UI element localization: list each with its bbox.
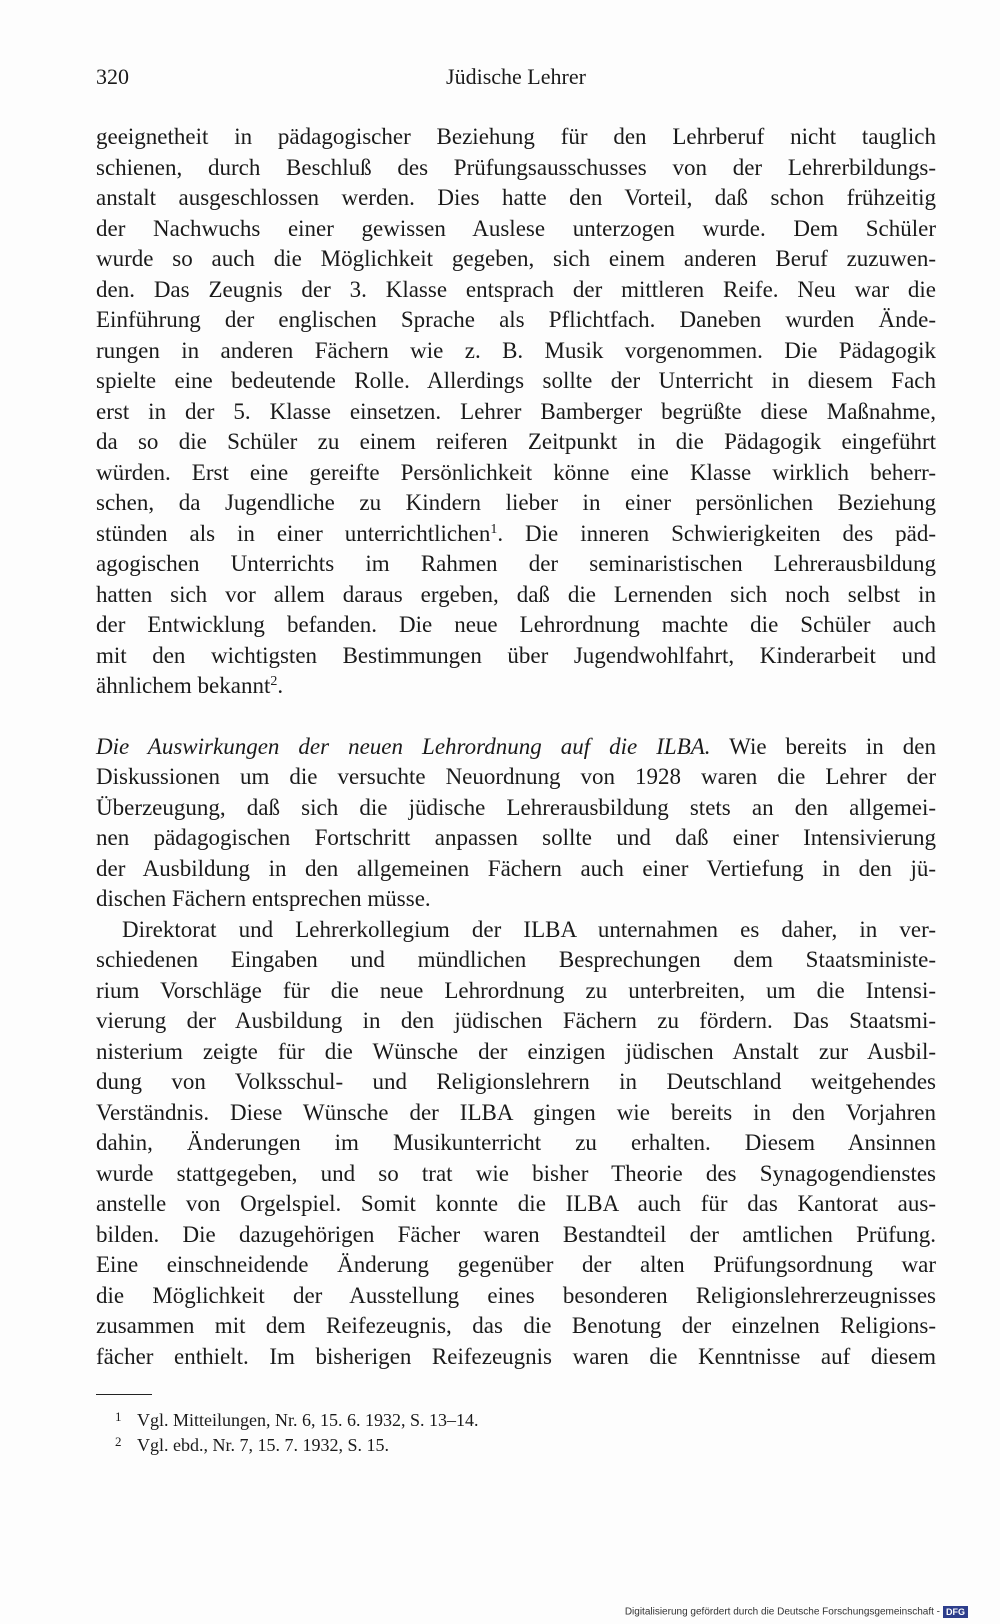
section-heading: Die Auswirkungen der neuen Lehrordnung auf die ILBA. [96, 733, 711, 759]
footnote-ref-2[interactable]: 2 [270, 674, 278, 689]
running-title: Jüdische Lehrer [446, 64, 586, 89]
digitization-credit [625, 1606, 968, 1618]
text-line: Diskussionen um die versuchte Neuordnung von 1928 waren die Lehrer der [96, 764, 936, 789]
text-line: da so die Schüler zu einem reiferen Zeitpunkt in die Pädagogik eingeführt [96, 429, 936, 454]
footnote-2: 2 Vgl. ebd., Nr. 7, 15. 7. 1932, S. 15. [115, 1434, 389, 1455]
text-line: der Nachwuchs einer gewissen Auslese unterzogen wurde. Dem Schüler [96, 215, 936, 241]
text-line: dischen Fächern entsprechen müsse. [96, 886, 431, 911]
footnote-text: Vgl. ebd., Nr. 7, 15. 7. 1932, S. 15. [137, 1435, 389, 1455]
text-line: schen, da Jugendliche zu Kindern lieber in einer persönlichen Beziehung [96, 490, 936, 515]
text-fragment: stünden als in einer unterrichtlichen [96, 520, 491, 546]
text-line: dung von Volksschul- und Religionslehrern in Deutschland weitgehendes [96, 1069, 936, 1094]
text-line: hatten sich vor allem daraus ergeben, daß die Lernenden sich noch selbst in [96, 581, 936, 607]
text-line: bilden. Die dazugehörigen Fächer waren Bestandteil der amtlichen Prüfung. [96, 1221, 936, 1247]
page-header [96, 64, 936, 96]
text-line: Direktorat und Lehrerkollegium der ILBA unternahmen es daher, in ver- [122, 916, 936, 942]
text-line: anstalt ausgeschlossen werden. Dies hatte den Vorteil, daß schon frühzeitig [96, 185, 936, 210]
text-line: agogischen Unterrichts im Rahmen der seminaristischen Lehrerausbildung [96, 551, 936, 576]
text-line: fächer enthielt. Im bisherigen Reifezeugnis waren die Kenntnisse auf diesem [96, 1343, 936, 1369]
text-line: die Möglichkeit der Ausstellung eines besonderen Religionslehrerzeugnisses [96, 1282, 936, 1308]
text-line: wurde stattgegeben, und so trat wie bisher Theorie des Synagogendienstes [96, 1160, 936, 1186]
text-line: würden. Erst eine gereifte Persönlichkeit könne eine Klasse wirklich beherr- [96, 459, 936, 485]
text-line: spielte eine bedeutende Rolle. Allerdings sollte der Unterricht in diesem Fach [96, 368, 936, 393]
dfg-logo: DFG [943, 1606, 968, 1618]
text-line: vierung der Ausbildung in den jüdischen Fächern zu fördern. Das Staatsmi- [96, 1008, 936, 1033]
text-line: nen pädagogischen Fortschritt anpassen sollte und daß einer Intensivierung [96, 825, 936, 850]
text-line: erst in der 5. Klasse einsetzen. Lehrer Bamberger begrüßte diese Maßnahme, [96, 398, 936, 424]
text-line: geeignetheit in pädagogischer Beziehung für den Lehrberuf nicht tauglich [96, 124, 936, 149]
text-line: zusammen mit dem Reifezeugnis, das die Benotung der einzelnen Religions- [96, 1313, 936, 1338]
footnote-1: 1 Vgl. Mitteilungen, Nr. 6, 15. 6. 1932, S. 13–14. [115, 1409, 479, 1430]
text-line [96, 519, 936, 550]
text-line: der Ausbildung in den allgemeinen Fächern auch einer Vertiefung in den jü- [96, 855, 936, 881]
body-text [96, 122, 936, 1372]
text-line [96, 732, 936, 763]
text-fragment: Wie bereits in den [710, 733, 936, 759]
text-line: mit den wichtigsten Bestimmungen über Jugendwohlfahrt, Kinderarbeit und [96, 642, 936, 668]
text-line: Überzeugung, daß sich die jüdische Lehrerausbildung stets an den allgemei- [96, 794, 936, 820]
text-line: wurde so auch die Möglichkeit gegeben, sich einem anderen Beruf zuzuwen- [96, 246, 936, 271]
paragraph-gap [96, 702, 936, 732]
text-line: rium Vorschläge für die neue Lehrordnung zu unterbreiten, um die Intensi- [96, 977, 936, 1003]
text-line: Eine einschneidende Änderung gegenüber der alten Prüfungsordnung war [96, 1252, 936, 1277]
footnote-rule [96, 1394, 152, 1395]
footnote-ref-1[interactable]: 1 [490, 521, 498, 537]
text-line: schiedenen Eingaben und mündlichen Besprechungen dem Staatsministe- [96, 947, 936, 972]
text-fragment: . [277, 673, 284, 698]
text-line: rungen in anderen Fächern wie z. B. Musik vorgenommen. Die Pädagogik [96, 337, 936, 363]
credit-text: Digitalisierung gefördert durch die Deutsche Forschungsgemeinschaft - [624, 1606, 940, 1618]
text-line: dahin, Änderungen im Musikunterricht zu erhalten. Diesem Ansinnen [96, 1130, 936, 1155]
text-line: nisterium zeigte für die Wünsche der einzigen jüdischen Anstalt zur Ausbil- [96, 1038, 936, 1064]
footnote-text: Vgl. Mitteilungen, Nr. 6, 15. 6. 1932, S. 13–14. [137, 1410, 479, 1430]
text-line: anstelle von Orgelspiel. Somit konnte die ILBA auch für das Kantorat aus- [96, 1191, 936, 1216]
text-line: den. Das Zeugnis der 3. Klasse entsprach der mittleren Reife. Neu war die [96, 276, 936, 302]
footnotes [115, 1408, 479, 1458]
text-line: Einführung der englischen Sprache als Pflichtfach. Daneben wurden Ände- [96, 307, 936, 332]
page-number: 320 [96, 64, 129, 89]
text-line [96, 671, 936, 702]
text-line: Verständnis. Diese Wünsche der ILBA gingen wie bereits in den Vorjahren [96, 1099, 936, 1125]
text-line: schienen, durch Beschluß des Prüfungsausschusses von der Lehrerbildungs- [96, 154, 936, 180]
text-fragment: . Die inneren Schwierigkeiten des päd- [497, 520, 936, 546]
text-line: der Entwicklung befanden. Die neue Lehrordnung machte die Schüler auch [96, 612, 936, 637]
text-fragment: ähnlichem bekannt [96, 673, 271, 698]
